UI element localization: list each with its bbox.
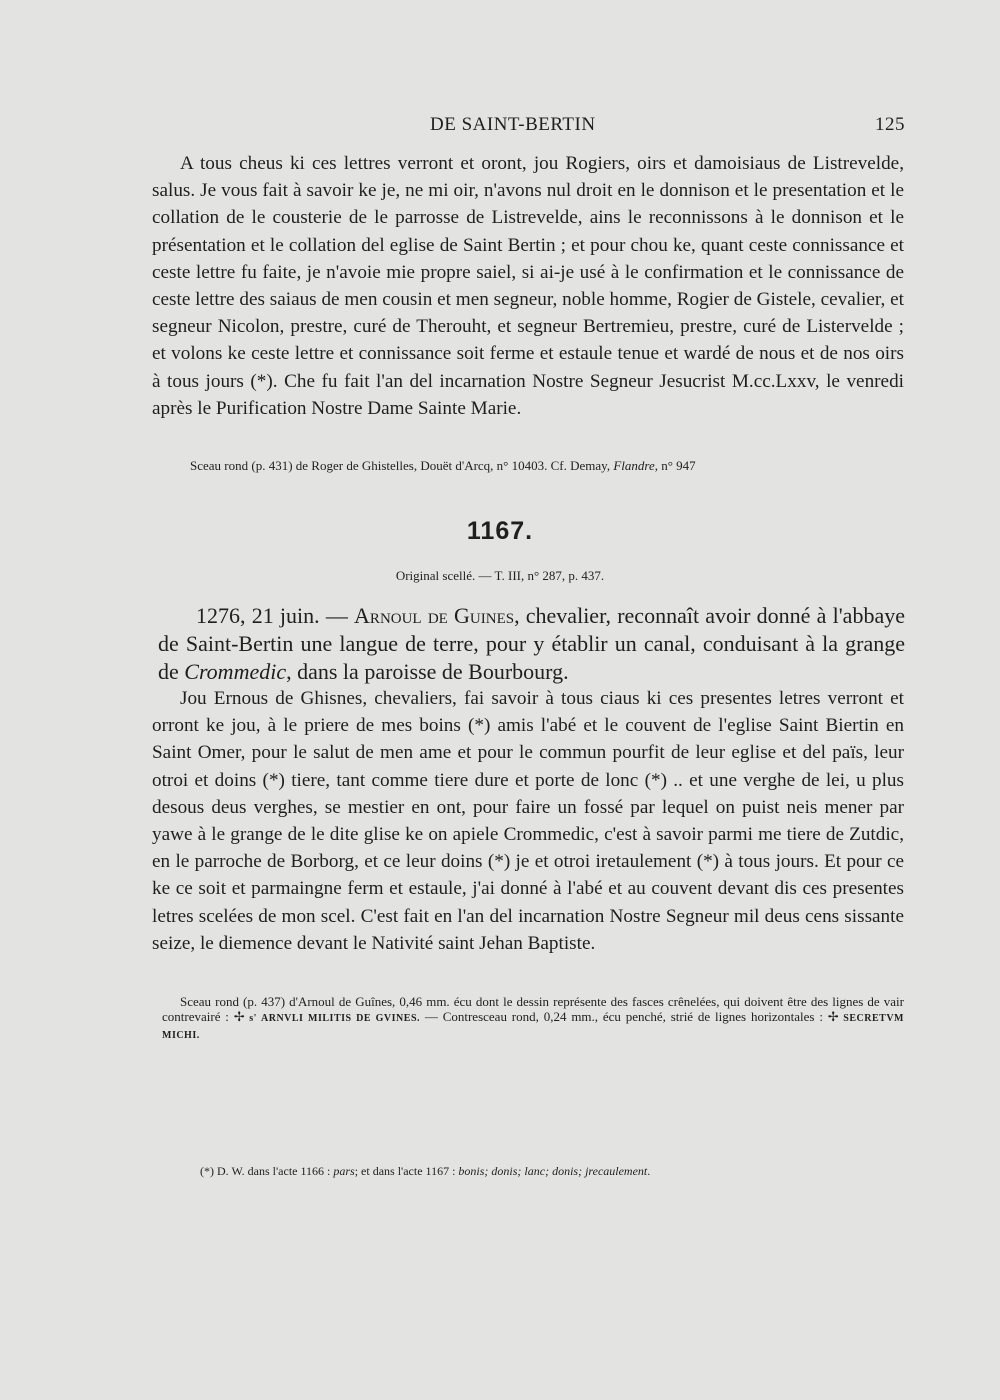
summary-text-2: , dans la paroisse de Bourbourg. bbox=[286, 659, 569, 684]
footnote-end: . bbox=[647, 1164, 651, 1178]
act-source: Original scellé. — T. III, n° 287, p. 437. bbox=[395, 568, 605, 583]
footnote bbox=[200, 1164, 900, 1179]
page-number: 125 bbox=[875, 114, 905, 135]
cross-icon: ✢ bbox=[827, 1009, 839, 1024]
summary-name-arnoul: Arnoul bbox=[354, 603, 422, 628]
summary-date: 1276, 21 juin. — bbox=[196, 603, 355, 628]
seal-legend-1: s' ARNVLI MILITIS DE GVINES. bbox=[244, 1013, 420, 1024]
summary-name-de: de bbox=[421, 603, 455, 628]
footnote-variant-1: pars bbox=[333, 1164, 355, 1178]
summary-place: Crommedic bbox=[184, 659, 287, 684]
seal-legend-2: SECRETVM MICHI. bbox=[162, 1013, 904, 1041]
footnote-text-2: ; et dans l'acte 1167 : bbox=[354, 1164, 459, 1178]
footnote-text-1: D. W. dans l'acte 1166 : bbox=[214, 1164, 334, 1178]
seal-note-1166 bbox=[190, 458, 904, 473]
footnote-mark: (*) bbox=[200, 1164, 214, 1178]
charter-text-1167: Jou Ernous de Ghisnes, chevaliers, fai savoir à tous ciaus ki ces presentes letres verront et orront ke jou, à le priere de mes boins (*) amis l'abé et le couvent de l'eglise Saint Biertin en Saint Omer, pour le salut de men ame et pour le commun pourfit de leur eglise et del païs, leur otroi et doins (*) tiere, tant comme tiere dure et porte de lonc (*) .. et une verghe de lei, u plus desous deus verghes, se mestier en ont, pour faire un fossé par lequel on puist neis mener par yawe à le grange de le dite glise ke on apiele Crommedic, c'est à savoir parmi me tiere de Zutdic, en le parroche de Borborg, et ce leur doins (*) je et otroi iretaulement (*) à tous jours. Et pour ce ke ce soit et parmaingne ferm et estaule, j'ai donné à l'abé et au couvent devant dis ces presentes letres scelées de mon scel. C'est fait en l'an del incarnation Nostre Segneur mil deus cens sissante seize, le diemence devant le Nativité saint Jehan Baptiste. bbox=[152, 688, 904, 954]
seal-note-1167-text-2: — Contresceau rond, 0,24 mm., écu penché, strié de lignes horizontales : bbox=[420, 1009, 828, 1024]
seal-note-1166-italic: Flandre bbox=[613, 458, 655, 473]
cross-icon: ✢ bbox=[233, 1009, 245, 1024]
seal-note-1166-text: Sceau rond (p. 431) de Roger de Ghistelles, Douët d'Arcq, n° 10403. Cf. Demay, bbox=[190, 458, 614, 473]
seal-note-1167 bbox=[162, 994, 904, 1043]
act-summary bbox=[158, 602, 905, 686]
footnote-variant-2: bonis; donis; lanc; donis; jrecaulement bbox=[458, 1164, 648, 1178]
charter-text-1166: A tous cheus ki ces lettres verront et oront, jou Rogiers, oirs et damoisiaus de Listrevelde, salus. Je vous fait à savoir ke je, ne mi oir, n'avons nul droit en le donnison et le presentation et le collation de le cousterie de le parrosse de Listrevelde, ains le reconnissons à le donnison et le présentation et le collation del eglise de Saint Bertin ; et pour chou ke, quant ceste connissance et ceste lettre fu faite, je n'avoie mie propre saiel, si ai-je usé à le confirmation et le connissance de ceste lettre des saiaus de men cousin et men segneur, noble homme, Rogier de Gistele, cevalier, et segneur Nicolon, prestre, curé de Therouht, et segneur Bertremieu, prestre, curé de Listervelde ; et volons ke ceste lettre et connissance soit ferme et estaule tenue et wardé de nous et de nos oirs à tous jours (*). Che fu fait l'an del incarnation Nostre Segneur Jesucrist M.cc.Lxxv, le venredi après le Purification Nostre Dame Sainte Marie. bbox=[152, 153, 904, 419]
act-number: 1167. bbox=[466, 517, 534, 545]
seal-note-1167-text-1: Sceau rond (p. 437) d'Arnoul de Guînes, 0,46 mm. écu dont le dessin représente des fasces crênelées, qui doivent être des lignes de vair contrevairé : bbox=[162, 994, 904, 1024]
seal-note-1166-tail: , n° 947 bbox=[654, 458, 696, 473]
summary-text-1: , chevalier, reconnaît avoir donné à l'abbaye de Saint-Bertin une langue de terre, pour y établir un canal, conduisant à la grange de bbox=[158, 603, 905, 684]
summary-name-guines: Guines bbox=[454, 603, 515, 628]
running-head bbox=[150, 114, 905, 140]
running-title: DE SAINT-BERTIN bbox=[430, 114, 596, 135]
